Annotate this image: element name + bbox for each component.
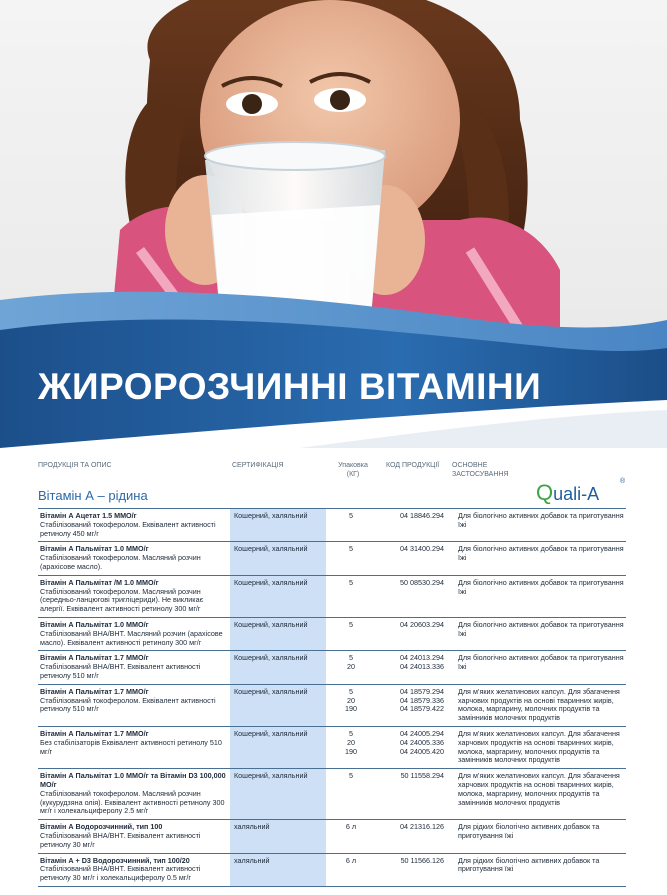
product-code: 04 31400.294 (400, 544, 444, 554)
product-cell (38, 727, 230, 768)
product-code: 04 24005.336 (400, 737, 444, 747)
product-code: 04 24013.336 (400, 662, 444, 672)
product-code: 04 18579.294 (400, 686, 444, 696)
product-code: 04 18579.336 (400, 695, 444, 705)
product-code-cell (376, 685, 450, 726)
packaging-cell (326, 618, 376, 650)
application-cell: Для м’яких желатинових капсул. Для збагачення харчових продуктів на основі тваринних жирів, молока, маргарину, молочних продуктів та замінників молочних продуктів (458, 771, 620, 807)
certification-cell: халяльний (230, 820, 326, 852)
application-cell: Для біологічно активних добавок та приготування їжі (458, 544, 624, 563)
table-row (38, 508, 626, 541)
packaging-cell (326, 542, 376, 574)
product-description: Стабілізований токоферолом. Еквівалент активності ретинолу 450 мг/г (40, 519, 216, 538)
registered-mark: ® (620, 478, 626, 485)
product-code-cell (376, 820, 450, 852)
product-name: Вітамін А Пальмітат 1.0 ММО/г (40, 544, 149, 554)
product-name: Вітамін А Пальмітат 1.7 ММО/г (40, 653, 149, 663)
packaging-cell (326, 651, 376, 683)
packaging-cell (326, 576, 376, 617)
product-code-cell (376, 769, 450, 819)
application-cell: Для м’яких желатинових капсул. Для збагачення харчових продуктів на основі тваринних жирів, молока, маргарину, молочних продуктів та замінників молочних продуктів (458, 686, 620, 723)
product-name: Вітамін А Пальмітат 1.7 ММО/г (40, 728, 149, 738)
product-cell (38, 769, 230, 819)
packaging-cell (326, 854, 376, 886)
product-code: 04 21316.126 (400, 822, 444, 832)
table-row (38, 541, 626, 574)
product-name: Вітамін А Водорозчинний, тип 100 (40, 822, 163, 832)
application-cell: Для біологічно активних добавок та приготування їжі (458, 619, 624, 638)
product-code: 04 20603.294 (400, 619, 444, 629)
product-code: 04 24005.420 (400, 746, 444, 756)
logo-wordmark (536, 480, 599, 506)
table-row (38, 684, 626, 726)
product-code: 50 11558.294 (400, 771, 444, 781)
product-code-cell (376, 618, 450, 650)
product-code-cell (376, 651, 450, 683)
product-description: Стабілізований ВНА/ВНТ. Еквівалент активності ретинолу 30 мг/г (40, 830, 201, 849)
product-code-cell (376, 854, 450, 886)
product-description: Стабілізований ВНА/ВНТ. Масляний розчин (арахісове масло). Еквівалент активності ретинолу 300 мг/г (40, 628, 223, 647)
packaging-cell (326, 820, 376, 852)
packaging-value: 190 (345, 704, 357, 714)
product-description: Стабілізований токоферолом. Масляний розчин (кукурудзяна олія). Еквівалент активності ретинолу 300 мг/г і холекальциферолу 2.5 мг/г (40, 788, 225, 816)
packaging-cell (326, 509, 376, 541)
packaging-value: 6 л (345, 855, 357, 865)
packaging-cell (326, 727, 376, 768)
packaging-value: 5 (349, 577, 353, 587)
product-cell (38, 854, 230, 886)
application-cell: Для рідких біологічно активних добавок та приготування їжі (458, 855, 600, 874)
product-cell (38, 509, 230, 541)
table-row (38, 768, 626, 819)
product-description: Стабілізований ВНА/ВНТ. Еквівалент активності ретинолу 510 мг/г (40, 662, 201, 680)
product-code: 04 24005.294 (400, 728, 444, 738)
table-row (38, 617, 626, 650)
table-row (38, 853, 626, 887)
product-cell (38, 618, 230, 650)
product-code-cell (376, 509, 450, 541)
product-name: Вітамін А Пальмітат 1.0 ММО/г та Вітамін D3 100,000 МО/г (40, 771, 226, 789)
page-headline: ЖИРОРОЗЧИННІ ВІТАМІНИ (38, 366, 542, 407)
certification-cell: Кошерний, халяльний (230, 727, 326, 768)
certification-cell: Кошерний, халяльний (230, 542, 326, 574)
certification-cell: Кошерний, халяльний (230, 576, 326, 617)
product-description: Стабілізований токоферолом. Масляний розчин (середньо-ланцюгові тригліцериди). Не викликає алергії. Еквівалент активності ретинолу 300 мг/г (40, 586, 204, 614)
product-code: 50 11566.126 (400, 855, 444, 865)
certification-cell: Кошерний, халяльний (230, 509, 326, 541)
packaging-value: 5 (349, 686, 353, 696)
column-header-code: КОД ПРОДУКЦІЇ (386, 462, 440, 469)
packaging-value: 5 (349, 619, 353, 629)
product-code: 50 08530.294 (400, 577, 444, 587)
product-name: Вітамін А + D3 Водорозчинний, тип 100/20 (40, 855, 190, 865)
packaging-value: 5 (349, 511, 353, 520)
application-cell: Для рідких біологічно активних добавок та приготування їжі (458, 822, 600, 840)
product-cell (38, 651, 230, 683)
column-header-product: ПРОДУКЦІЯ ТА ОПИС (38, 462, 112, 469)
product-cell (38, 576, 230, 617)
packaging-cell (326, 769, 376, 819)
packaging-value: 5 (349, 771, 353, 781)
product-code: 04 24013.294 (400, 653, 444, 663)
product-name: Вітамін А Пальмітат 1.7 ММО/г (40, 686, 149, 696)
packaging-value: 20 (347, 737, 355, 747)
application-cell: Для м’яких желатинових капсул. Для збагачення харчових продуктів на основі тваринних жирів, молока, маргарину, молочних продуктів та замінників молочних продуктів (458, 728, 620, 765)
product-code-cell (376, 576, 450, 617)
product-name: Вітамін А Пальмітат /М 1.0 ММО/г (40, 577, 159, 587)
certification-cell: Кошерний, халяльний (230, 769, 326, 819)
table-row (38, 575, 626, 617)
column-header-application: ОСНОВНЕ ЗАСТОСУВАННЯ (452, 462, 509, 478)
product-table (38, 508, 626, 887)
packaging-value: 20 (347, 695, 355, 705)
quali-a-logo (536, 478, 626, 508)
packaging-value: 6 л (345, 822, 357, 832)
product-code: 04 18846.294 (400, 511, 444, 520)
product-cell (38, 542, 230, 574)
product-description: Без стабілізаторів Еквівалент активності ретинолу 510 мг/г (40, 737, 222, 756)
table-row (38, 819, 626, 852)
product-code-cell (376, 542, 450, 574)
certification-cell: Кошерний, халяльний (230, 651, 326, 683)
logo-text-rest: uali-A (553, 484, 600, 504)
packaging-value: 5 (349, 653, 353, 663)
column-header-certification: СЕРТИФІКАЦІЯ (232, 462, 284, 469)
logo-letter-q: Q (536, 480, 554, 505)
product-cell (38, 820, 230, 852)
application-cell: Для біологічно активних добавок та приготування їжі (458, 653, 624, 672)
product-code-cell (376, 727, 450, 768)
packaging-cell (326, 685, 376, 726)
application-cell: Для біологічно активних добавок та приготування їжі (458, 577, 624, 596)
product-description: Стабілізований токоферолом. Масляний розчин (арахісове масло). (40, 553, 201, 571)
product-name: Вітамін А Пальмітат 1.0 ММО/г (40, 619, 149, 629)
packaging-value: 5 (349, 544, 353, 554)
product-code: 04 18579.422 (400, 704, 444, 714)
packaging-value: 5 (349, 728, 353, 738)
packaging-value: 20 (347, 662, 355, 672)
certification-cell: Кошерний, халяльний (230, 618, 326, 650)
product-name: Вітамін А Ацетат 1.5 ММО/г (40, 511, 137, 520)
certification-cell: халяльний (230, 854, 326, 886)
column-header-packaging: Упаковка (КГ) (338, 462, 368, 478)
section-title: Вітамін А – рідина (38, 488, 148, 503)
product-description: Стабілізований токоферолом. Еквівалент активності ретинолу 510 мг/г (40, 695, 216, 714)
packaging-value: 190 (345, 746, 357, 756)
certification-cell: Кошерний, халяльний (230, 685, 326, 726)
application-cell: Для біологічно активних добавок та приготування їжі (458, 511, 624, 529)
product-description: Стабілізований ВНА/ВНТ. Еквівалент активності ретинолу 30 мг/г і холекальциферолу 0.5 мг/г (40, 864, 201, 883)
product-cell (38, 685, 230, 726)
table-row (38, 726, 626, 768)
table-row (38, 650, 626, 683)
